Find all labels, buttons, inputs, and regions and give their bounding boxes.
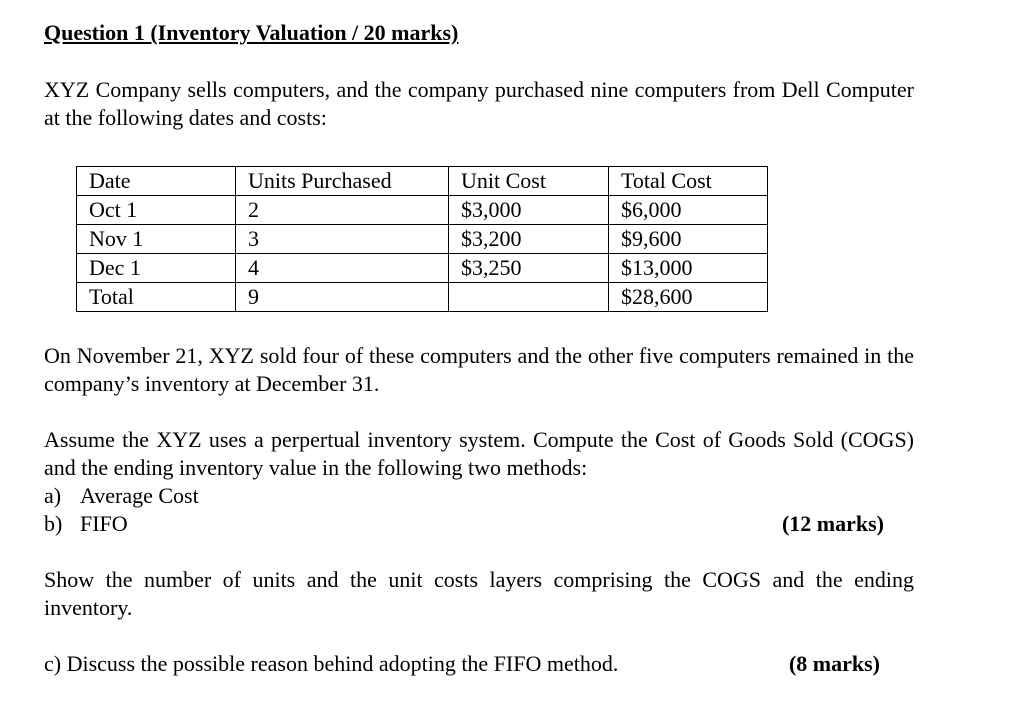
table-row: [77, 196, 768, 225]
part-c-text: c) Discuss the possible reason behind adopting the FIFO method.: [44, 651, 619, 676]
purchases-table: [76, 166, 768, 312]
marks-c: (8 marks): [788, 651, 880, 676]
table-total-row: [77, 283, 768, 312]
cell-total-cost: $13,000: [609, 254, 768, 283]
assume-paragraph: Assume the XYZ uses a perpertual inventory system. Compute the Cost of Goods Sold (COGS) and the ending inventory value in the following two methods:: [44, 427, 914, 480]
method-a-label: a): [44, 483, 62, 508]
cell-date: Nov 1: [77, 225, 236, 254]
cell-unit-cost: $3,000: [449, 196, 609, 225]
cell-unit-cost: $3,250: [449, 254, 609, 283]
method-b-label: b): [44, 511, 63, 536]
cell-date: Total: [77, 283, 236, 312]
table-row: [77, 254, 768, 283]
cell-units: 3: [236, 225, 449, 254]
cell-total-cost: $9,600: [609, 225, 768, 254]
table-header-row: [77, 167, 768, 196]
header-unit-cost: Unit Cost: [449, 167, 609, 196]
cell-unit-cost: $3,200: [449, 225, 609, 254]
method-b-item: [44, 510, 128, 538]
cell-unit-cost: [449, 283, 609, 312]
part-c-row: [44, 650, 914, 678]
header-date: Date: [77, 167, 236, 196]
method-a-text: Average Cost: [80, 483, 199, 508]
header-units: Units Purchased: [236, 167, 449, 196]
layers-paragraph: Show the number of units and the unit costs layers comprising the COGS and the ending inventory.: [44, 567, 914, 620]
header-total-cost: Total Cost: [609, 167, 768, 196]
table-row: [77, 225, 768, 254]
question-title: Question 1 (Inventory Valuation / 20 marks): [44, 20, 459, 45]
cell-total-cost: $6,000: [609, 196, 768, 225]
sale-paragraph: On November 21, XYZ sold four of these computers and the other five computers remained in the company’s inventory at December 31.: [44, 343, 914, 396]
question-page: [44, 18, 914, 678]
cell-units: 4: [236, 254, 449, 283]
cell-total-cost: $28,600: [609, 283, 768, 312]
method-b-row: [44, 510, 914, 538]
method-b-text: FIFO: [80, 511, 128, 536]
purchases-table-wrap: [76, 166, 914, 312]
method-a-item: [44, 482, 914, 510]
intro-paragraph: XYZ Company sells computers, and the company purchased nine computers from Dell Computer at the following dates and costs:: [44, 77, 914, 130]
marks-ab: (12 marks): [781, 511, 884, 536]
cell-date: Oct 1: [77, 196, 236, 225]
cell-date: Dec 1: [77, 254, 236, 283]
cell-units: 9: [236, 283, 449, 312]
cell-units: 2: [236, 196, 449, 225]
